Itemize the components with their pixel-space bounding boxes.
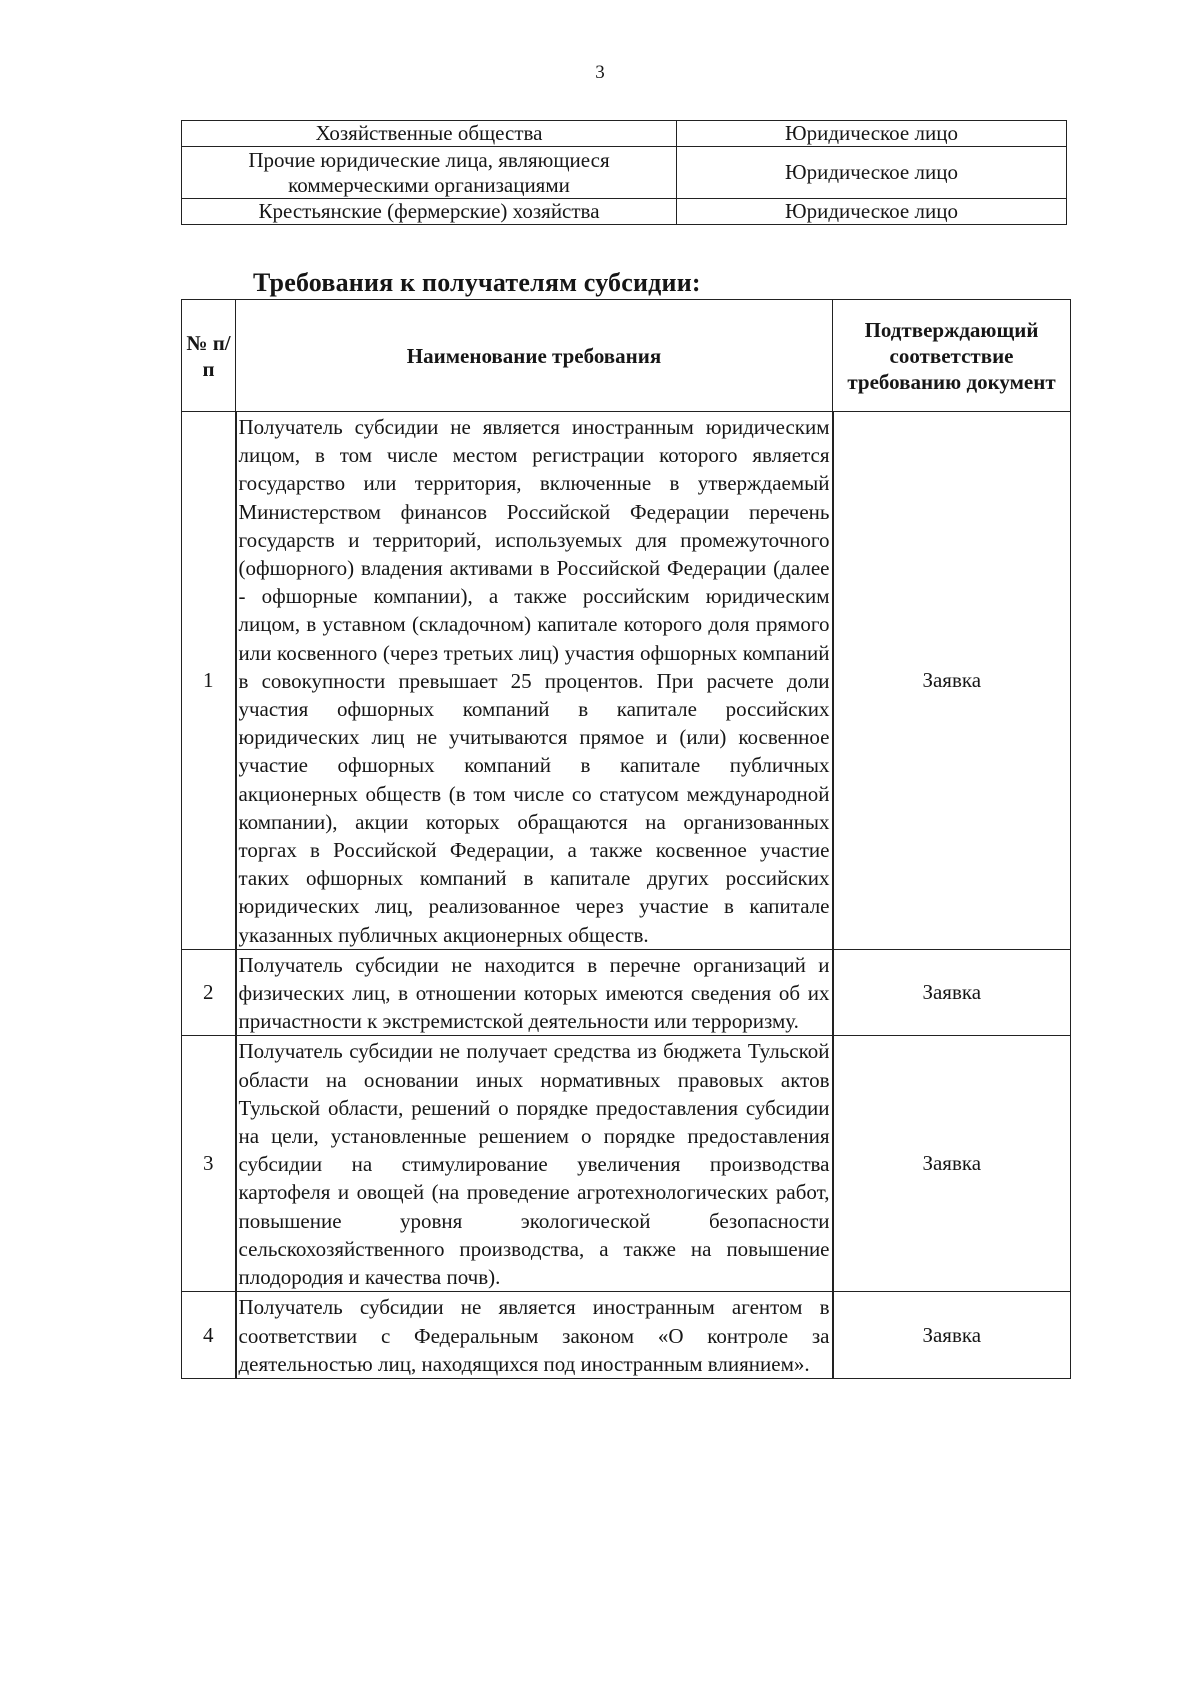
table-row [182,1292,1071,1379]
org-form-cell: Юридическое лицо [677,147,1067,199]
document-cell: Заявка [833,1292,1071,1379]
table-row [182,147,1067,199]
row-number: 1 [182,412,236,950]
requirement-text: Получатель субсидии не получает средства из бюджета Тульской области на основании иных нормативных правовых актов Тульской области, решений о порядке предоставления субсидии на цели, установленные решением о порядке предоставления субсидии на стимулирование увеличения производства картофеля и овощей (на проведение агротехнологических работ, повышение уровня экологической безопасности сельскохозяйственного производства, а также на повышение плодородия и качества почв). [236,1036,833,1292]
table-row [182,949,1071,1036]
document-cell: Заявка [833,949,1071,1036]
requirement-text: Получатель субсидии не является иностранным юридическим лицом, в том числе местом регистрации которого является государство или территория, включенные в утверждаемый Министерством финансов Российской Федерации перечень государств и территорий, используемых для промежуточного (офшорного) владения активами в Российской Федерации (далее - офшорные компании), а также российским юридическим лицом, в уставном (складочном) капитале которого доля прямого или косвенного (через третьих лиц) участия офшорных компаний в совокупности превышает 25 процентов. При расчете доли участия офшорных компаний в капитале российских юридических лиц не учитываются прямое и (или) косвенное участие офшорных компаний в капитале публичных акционерных обществ (в том числе со статусом международной компании), акции которых обращаются на организованных торгах в Российской Федерации, а также косвенное участие таких офшорных компаний в капитале других российских юридических лиц, реализованное через участие в капитале указанных публичных акционерных обществ. [236,412,833,950]
requirement-text: Получатель субсидии не является иностранным агентом в соответствии с Федеральным законом «О контроле за деятельностью лиц, находящихся под иностранным влиянием». [236,1292,833,1379]
org-type-cell: Прочие юридические лица, являющиеся коммерческими организациями [182,147,677,199]
organization-types-table [181,120,1067,225]
row-number: 3 [182,1036,236,1292]
row-number: 4 [182,1292,236,1379]
table-row [182,1036,1071,1292]
column-header-requirement: Наименование требования [236,300,833,412]
section-title: Требования к получателям субсидии: [253,268,701,297]
table-row [182,121,1067,147]
table-row [182,199,1067,225]
table-row [182,412,1071,950]
org-type-cell: Хозяйственные общества [182,121,677,147]
column-header-number: № п/п [182,300,236,412]
org-form-cell: Юридическое лицо [677,121,1067,147]
requirements-table [181,299,1071,1379]
document-cell: Заявка [833,412,1071,950]
document-cell: Заявка [833,1036,1071,1292]
org-form-cell: Юридическое лицо [677,199,1067,225]
column-header-document: Подтверждающий соответствие требованию документ [833,300,1071,412]
page-number: 3 [595,62,605,83]
row-number: 2 [182,949,236,1036]
requirement-text: Получатель субсидии не находится в перечне организаций и физических лиц, в отношении которых имеются сведения об их причастности к экстремистской деятельности или терроризму. [236,949,833,1036]
org-type-cell: Крестьянские (фермерские) хозяйства [182,199,677,225]
table-header-row [182,300,1071,412]
